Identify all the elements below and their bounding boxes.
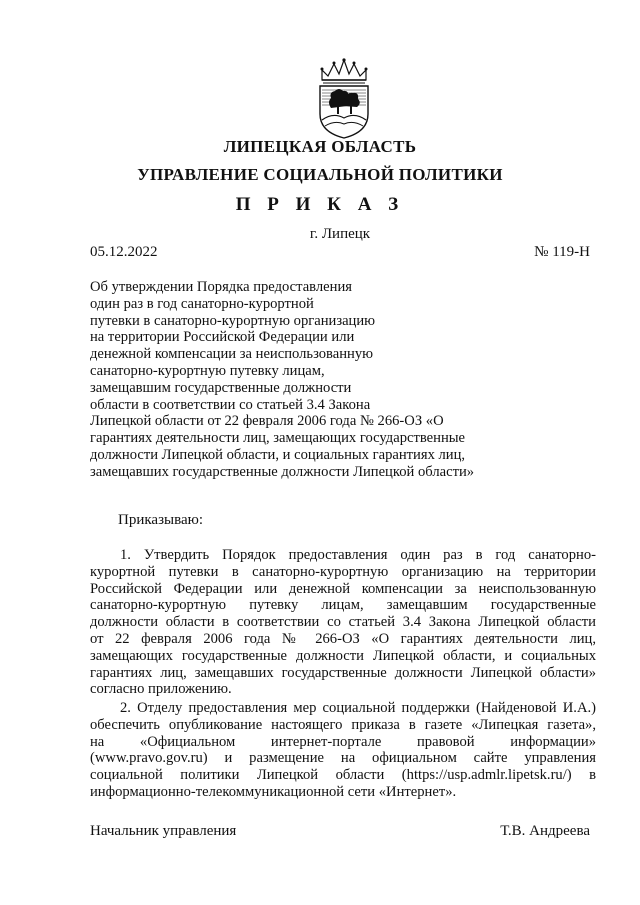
paragraph-line: на «Официальном интернет-портале правовой информации» <box>90 733 596 750</box>
subject-line: замещавшим государственные должности <box>90 379 352 396</box>
paragraph-line: информационно-телекоммуникационной сети «Интернет». <box>90 783 457 800</box>
paragraph-line: замещающих государственные должности Липецкой области, и социальных <box>90 647 596 664</box>
subject-line: должности Липецкой области, и социальных гарантиях лиц, <box>90 446 466 463</box>
document-type: П Р И К А З <box>235 194 405 215</box>
city: г. Липецк <box>309 226 371 242</box>
subject-line: Об утверждении Порядка предоставления <box>90 279 352 295</box>
lipetsk-coat-of-arms-icon <box>313 58 375 140</box>
paragraph-1 <box>90 547 596 698</box>
signatory-title: Начальник управления <box>90 823 237 839</box>
subject-line: области в соответствии со статьей 3.4 Закона <box>90 396 371 413</box>
document-number: № 119-Н <box>534 244 590 260</box>
document-date: 05.12.2022 <box>90 244 158 260</box>
subject-line: замещавших государственные должности Липецкой области» <box>90 463 475 480</box>
subject-line: санаторно-курортную путевку лицам, <box>90 362 325 379</box>
paragraph-line: 1. Утвердить Порядок предоставления один раз в год санаторно- <box>120 547 596 563</box>
subject-line: на территории Российской Федерации или <box>90 329 355 346</box>
paragraph-line: Российской Федерации или денежной компенсации за неиспользованную <box>90 580 596 597</box>
subject-line: Липецкой области от 22 февраля 2006 года № 266-ОЗ «О <box>90 413 444 430</box>
subject-line: гарантиях деятельности лиц, замещающих государственные <box>90 430 466 447</box>
paragraph-line: должности области в соответствии со статьей 3.4 Закона Липецкой области <box>90 614 596 631</box>
paragraph-line: социальной политики Липецкой области (https://usp.admlr.lipetsk.ru/) в <box>90 767 596 784</box>
subject-line: путевки в санаторно-курортную организацию <box>90 312 376 329</box>
subject-line: один раз в год санаторно-курортной <box>90 295 314 312</box>
paragraph-line: (www.pravo.gov.ru) и размещение на официальном сайте управления <box>90 750 596 767</box>
document-subject <box>90 279 530 481</box>
paragraph-line: 2. Отделу предоставления мер социальной поддержки (Найденовой И.А.) <box>120 700 596 716</box>
paragraph-line: согласно приложению. <box>90 681 232 698</box>
department-title: УПРАВЛЕНИЕ СОЦИАЛЬНОЙ ПОЛИТИКИ <box>137 165 503 184</box>
paragraph-line: курортной путевки в санаторно-курортную организацию на территории <box>90 563 596 580</box>
paragraph-line: от 22 февраля 2006 года № 266-ОЗ «О гарантиях деятельности лиц, <box>90 630 596 647</box>
region-title: ЛИПЕЦКАЯ ОБЛАСТЬ <box>223 137 417 156</box>
signatory-name: Т.В. Андреева <box>500 823 590 839</box>
order-word: Приказываю: <box>118 512 203 528</box>
paragraph-line: обеспечить опубликование настоящего приказа в газете «Липецкая газета», <box>90 716 596 733</box>
paragraph-line: гарантиях лиц, замещавших государственные должности Липецкой области» <box>90 664 596 681</box>
paragraph-line: санаторно-курортную путевку лицам, замещавшим государственные <box>90 597 596 614</box>
subject-line: денежной компенсации за неиспользованную <box>90 346 374 363</box>
paragraph-2 <box>90 700 596 801</box>
